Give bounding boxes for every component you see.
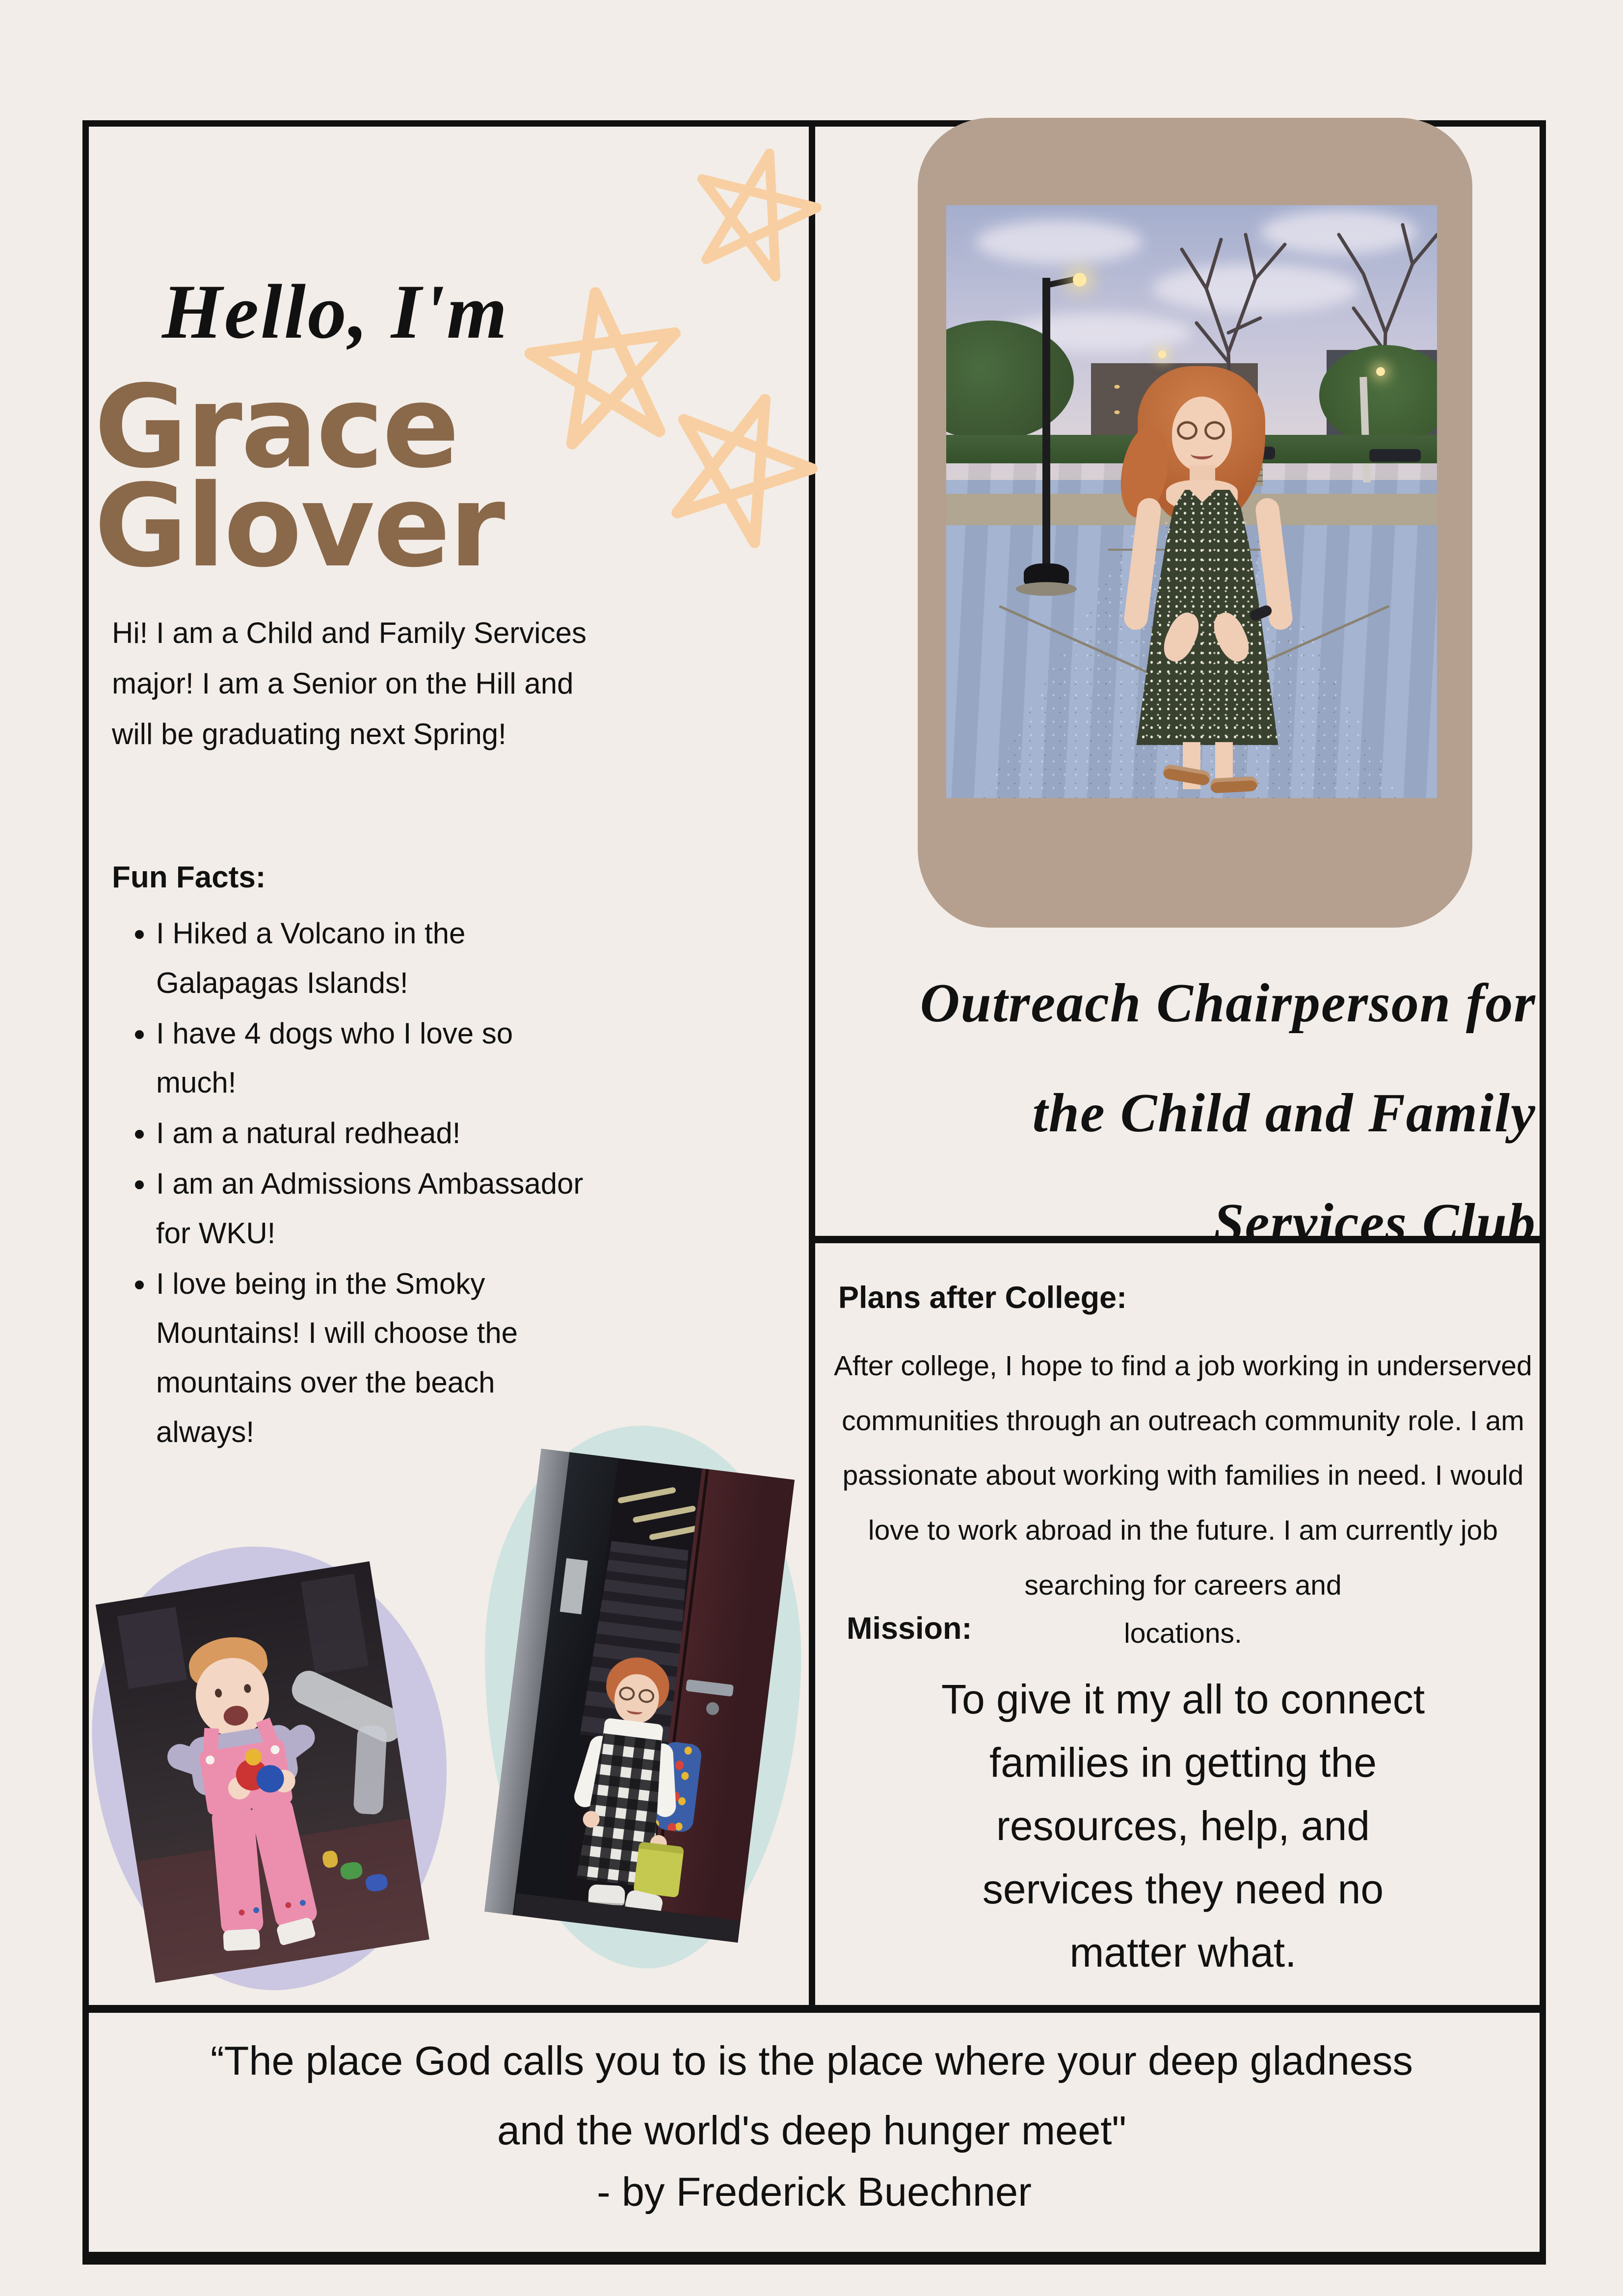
column-divider-rule [809,120,815,2013]
fun-fact-item: • I have 4 dogs who I love so much! [156,1009,588,1108]
plans-paragraph-last-word: locations. [1124,1618,1242,1649]
greeting-script-text: Hello, I'm [162,269,509,355]
mission-line: resources, help, and [996,1803,1370,1849]
quote-text: “The place God calls you to is the place where your deep gladness and the world's deep hunger meet" [211,2038,1413,2153]
mission-statement [828,1668,1538,1984]
childhood-photo-school [484,1449,795,1943]
bio-paragraph: Hi! I am a Child and Family Services major! I am a Senior on the Hill and will be graduating next Spring! [112,616,586,751]
fun-fact-item: • I am a natural redhead! [156,1109,588,1158]
lamp-post [1042,278,1050,582]
role-caption [834,948,1536,1278]
toddler-sock [223,1928,260,1951]
wall-frame-shape [117,1607,187,1689]
mission-line: To give it my all to connect [941,1676,1425,1722]
role-caption-line: Services Club [1213,1193,1536,1254]
mission-line: families in getting the [989,1739,1377,1786]
fun-fact-item: • I Hiked a Volcano in the Galapagas Islands! [156,909,588,1008]
fun-fact-item: • I am an Admissions Ambassador for WKU! [156,1159,588,1258]
glasses-lens [1204,421,1225,440]
student-name: Grace Glover [94,361,504,592]
role-caption-line: the Child and Family [1032,1083,1536,1144]
role-caption-line: Outreach Chairperson for [920,973,1536,1034]
quote-top-rule [82,2005,1546,2013]
quote-attribution: - by Frederick Buechner [597,2169,1032,2215]
fun-facts-list [156,909,588,1458]
fun-facts-heading: Fun Facts: [112,860,266,894]
childhood-photo-blob-teal [474,1420,809,1974]
childhood-photo-toddler [96,1561,429,1983]
grace-figure [1093,366,1324,798]
mission-line: matter what. [1069,1929,1297,1976]
distant-lamp-light [1376,367,1385,376]
plans-heading: Plans after College: [838,1281,1127,1315]
plans-paragraph: After college, I hope to find a job working in underserved communities through an outreach community role. I am passionate about working with families in need. I would love to work abroad in the future. I am currently job searching for careers and [834,1350,1532,1601]
white-chair-leg-shape [353,1725,387,1815]
ceiling-light [617,1487,676,1504]
park-bench [1369,449,1421,462]
outer-border-left [82,120,89,2265]
portrait-frame-tan [918,118,1472,928]
brown-sandal [1210,776,1257,794]
mission-line: services they need no [982,1866,1384,1912]
fun-fact-item: • I love being in the Smoky Mountains! I will choose the mountains over the beach always! [156,1259,588,1457]
distant-lamp-light [1158,350,1166,358]
white-sneaker [588,1884,625,1904]
outer-border-right [1540,120,1546,2265]
main-portrait-photo [946,205,1437,798]
ceiling-light [633,1505,696,1523]
smile [1191,449,1213,459]
glasses-lens [1177,421,1197,440]
mission-heading: Mission: [847,1611,972,1646]
outer-border-bottom [82,2252,1546,2265]
childhood-photo-blob-lavender [85,1540,454,1997]
lunchbox [633,1842,684,1897]
lamp-base-plinth [1016,582,1077,596]
lamp-light [1073,273,1087,287]
